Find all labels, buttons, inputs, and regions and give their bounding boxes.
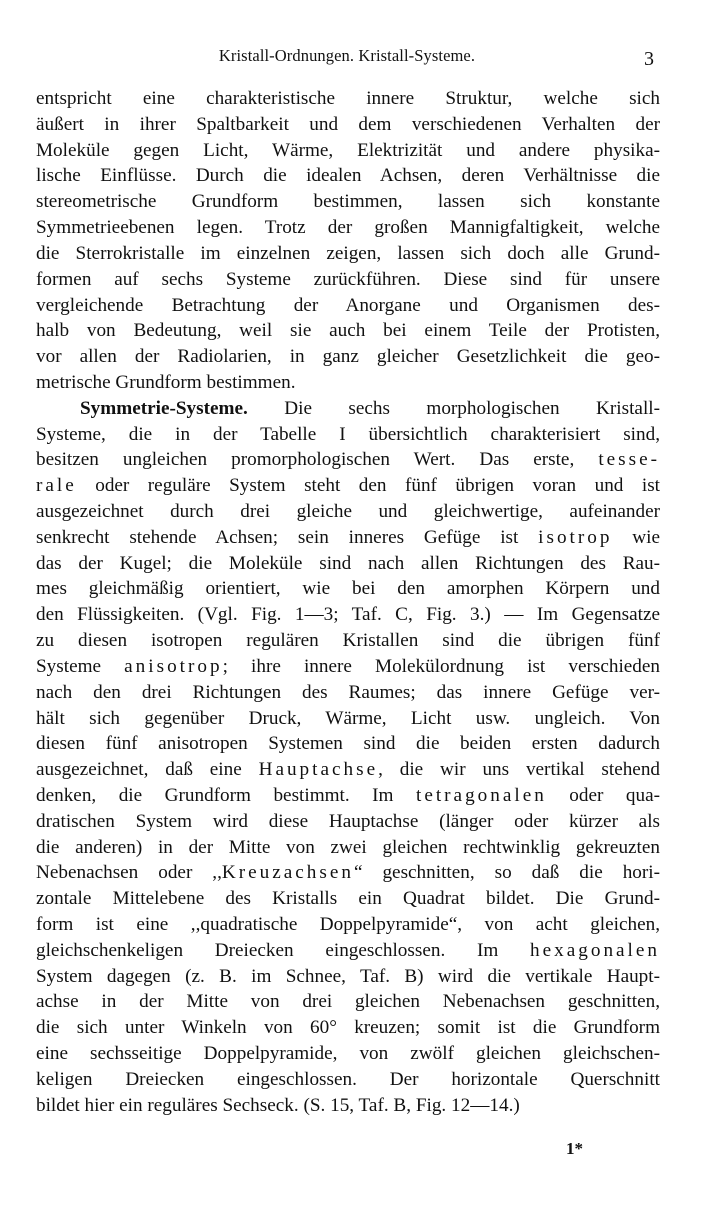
text-line: System dagegen (z. B. im Schnee, Taf. B) wird die vertikale Haupt- <box>36 965 660 987</box>
text-line: Moleküle gegen Licht, Wärme, Elektrizität und andere physika- <box>36 139 660 161</box>
text-line: äußert in ihrer Spaltbarkeit und dem verschiedenen Verhalten der <box>36 113 660 135</box>
text-line: ausgezeichnet, daß eine Hauptachse, die wir uns vertikal stehend <box>36 759 660 781</box>
body-text <box>36 86 660 1119</box>
emphasized-term: rale <box>36 475 77 497</box>
text-line: Systeme anisotrop; ihre innere Molekülordnung ist verschieden <box>36 655 660 677</box>
text-line: rale oder reguläre System steht den fünf übrigen voran und ist <box>36 475 660 497</box>
emphasized-term: tetragonalen <box>415 784 547 806</box>
signature-mark: 1* <box>566 1139 583 1158</box>
emphasized-term: Kreuzachsen <box>221 862 354 884</box>
text-line: die anderen) in der Mitte von zwei gleichen rechtwinklig gekreuzten <box>36 836 660 858</box>
text-line: form ist eine ,,quadratische Doppelpyramide“, von acht gleichen, <box>36 914 660 935</box>
text-line: diesen fünf anisotropen Systemen sind die beiden ersten dadurch <box>36 733 660 755</box>
text-line: achse in der Mitte von drei gleichen Nebenachsen geschnitten, <box>36 991 660 1013</box>
emphasized-term: Hauptachse <box>258 759 379 781</box>
text-line: lische Einflüsse. Durch die idealen Achsen, deren Verhältnisse die <box>36 165 660 187</box>
running-head: Kristall-Ordnungen. Kristall-Systeme. <box>218 46 476 65</box>
page-header <box>36 46 658 74</box>
emphasized-term: anisotrop <box>124 655 223 677</box>
text-line: nach den drei Richtungen des Raumes; das innere Gefüge ver- <box>36 681 660 703</box>
text-line: formen auf sechs Systeme zurückführen. Diese sind für unsere <box>36 268 660 290</box>
text-line: zu diesen isotropen regulären Kristallen sind die übrigen fünf <box>36 630 660 652</box>
text-line: besitzen ungleichen promorphologischen Wert. Das erste, tesse- <box>36 449 660 471</box>
text-line: Symmetrieebenen legen. Trotz der großen Mannigfaltigkeit, welche <box>36 217 660 239</box>
text-line: bildet hier ein reguläres Sechseck. (S. 15, Taf. B, Fig. 12—14.) <box>36 1094 520 1116</box>
text-line: entspricht eine charakteristische innere Struktur, welche sich <box>36 88 660 109</box>
emphasized-term: tesse- <box>598 449 660 471</box>
page-number: 3 <box>644 48 654 70</box>
text-line: das der Kugel; die Moleküle sind nach allen Richtungen des Rau- <box>36 552 660 574</box>
text-line: gleichschenkeligen Dreiecken eingeschlossen. Im hexagonalen <box>36 939 660 961</box>
text-line: Symmetrie-Systeme. Die sechs morphologischen Kristall- <box>80 397 660 419</box>
emphasized-term: hexagonalen <box>530 939 660 961</box>
text-line: keligen Dreiecken eingeschlossen. Der horizontale Querschnitt <box>36 1068 660 1090</box>
text-line: eine sechsseitige Doppelpyramide, von zwölf gleichen gleichschen- <box>36 1043 660 1065</box>
emphasized-term: isotrop <box>538 526 613 548</box>
text-line: halb von Bedeutung, weil sie auch bei einem Teile der Protisten, <box>36 320 660 342</box>
text-line: denken, die Grundform bestimmt. Im tetragonalen oder qua- <box>36 784 660 806</box>
text-line: die Sterrokristalle im einzelnen zeigen, lassen sich doch alle Grund- <box>36 242 660 264</box>
text-line: senkrecht stehende Achsen; sein inneres Gefüge ist isotrop wie <box>36 526 660 548</box>
text-line: dratischen System wird diese Hauptachse (länger oder kürzer als <box>36 810 660 832</box>
text-line: mes gleichmäßig orientiert, wie bei den amorphen Körpern und <box>36 578 660 600</box>
text-line: vor allen der Radiolarien, in ganz gleicher Gesetzlichkeit die geo- <box>36 346 660 368</box>
text-line: vergleichende Betrachtung der Anorgane und Organismen des- <box>36 294 660 316</box>
text-line: Nebenachsen oder ,,Kreuzachsen“ geschnitten, so daß die hori- <box>36 862 660 884</box>
section-heading: Symmetrie-Systeme. <box>80 397 248 419</box>
text-line: stereometrische Grundform bestimmen, lassen sich konstante <box>36 191 660 213</box>
text-line: die sich unter Winkeln von 60° kreuzen; somit ist die Grundform <box>36 1017 660 1039</box>
text-line: hält sich gegenüber Druck, Wärme, Licht usw. ungleich. Von <box>36 707 660 729</box>
text-line: Systeme, die in der Tabelle I übersichtlich charakterisiert sind, <box>36 423 660 445</box>
text-line: den Flüssigkeiten. (Vgl. Fig. 1—3; Taf. C, Fig. 3.) — Im Gegensatze <box>36 604 660 626</box>
text-line: zontale Mittelebene des Kristalls ein Quadrat bildet. Die Grund- <box>36 888 660 910</box>
text-line: metrische Grundform bestimmen. <box>36 371 296 393</box>
text-line: ausgezeichnet durch drei gleiche und gleichwertige, aufeinander <box>36 501 660 522</box>
